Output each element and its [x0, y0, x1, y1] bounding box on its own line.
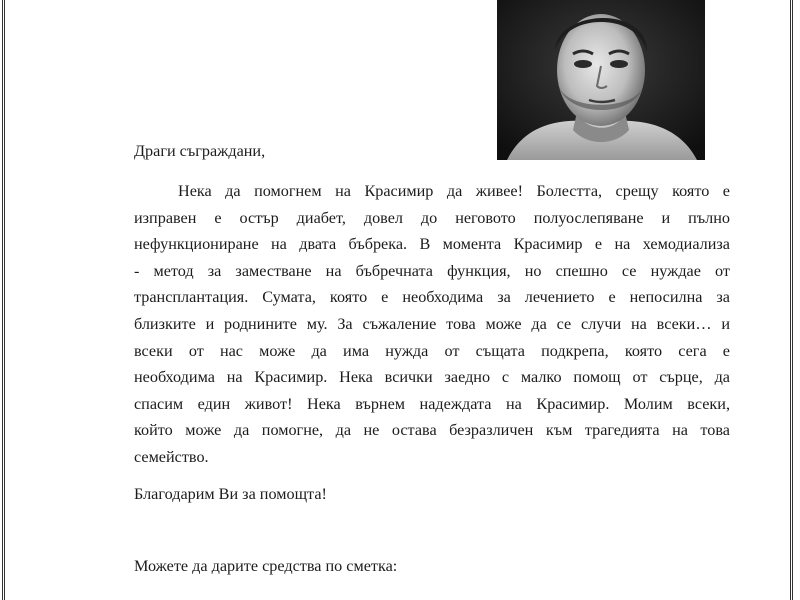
paragraph-line: семейство.	[134, 447, 209, 466]
paragraph-line: - метод за заместване на бъбречната функция, но спешно се нуждае от	[134, 261, 730, 280]
paragraph-line-text: Нека да помогнем на Красимир да живее! Болестта, срещу която е	[178, 182, 730, 200]
paragraph-line: изправен е остър диабет, довел до неговото полуослепяване и пълно	[134, 208, 730, 227]
paragraph-line: всеки от нас може да има нужда от същата подкрепа, която сега е	[134, 341, 730, 360]
paragraph-line: трансплантация. Сумата, която е необходима за лечението е непосилна за	[134, 288, 730, 307]
appeal-paragraph	[134, 178, 730, 471]
letter-body	[134, 138, 730, 579]
paragraph-line: който може да помогне, да не остава безразличен към трагедията на това	[134, 421, 730, 440]
paragraph-line: близките и роднините му. За съжаление това може да се случи на всеки… и	[134, 314, 730, 333]
donation-account-line: Можете да дарите средства по сметка:	[134, 556, 398, 575]
greeting: Драги съграждани,	[134, 142, 266, 160]
paragraph-line	[134, 178, 730, 205]
paragraph-line: нефункциониране на двата бъбрека. В момента Красимир е на хемодиализа	[134, 235, 730, 254]
paragraph-line: спасим един живот! Нека върнем надеждата на Красимир. Молим всеки,	[134, 394, 730, 413]
portrait-photo	[497, 0, 705, 160]
paragraph-line: необходима на Красимир. Нека всички заедно с малко помощ от сърце, да	[134, 368, 730, 387]
thanks-line: Благодарим Ви за помощта!	[134, 484, 327, 503]
